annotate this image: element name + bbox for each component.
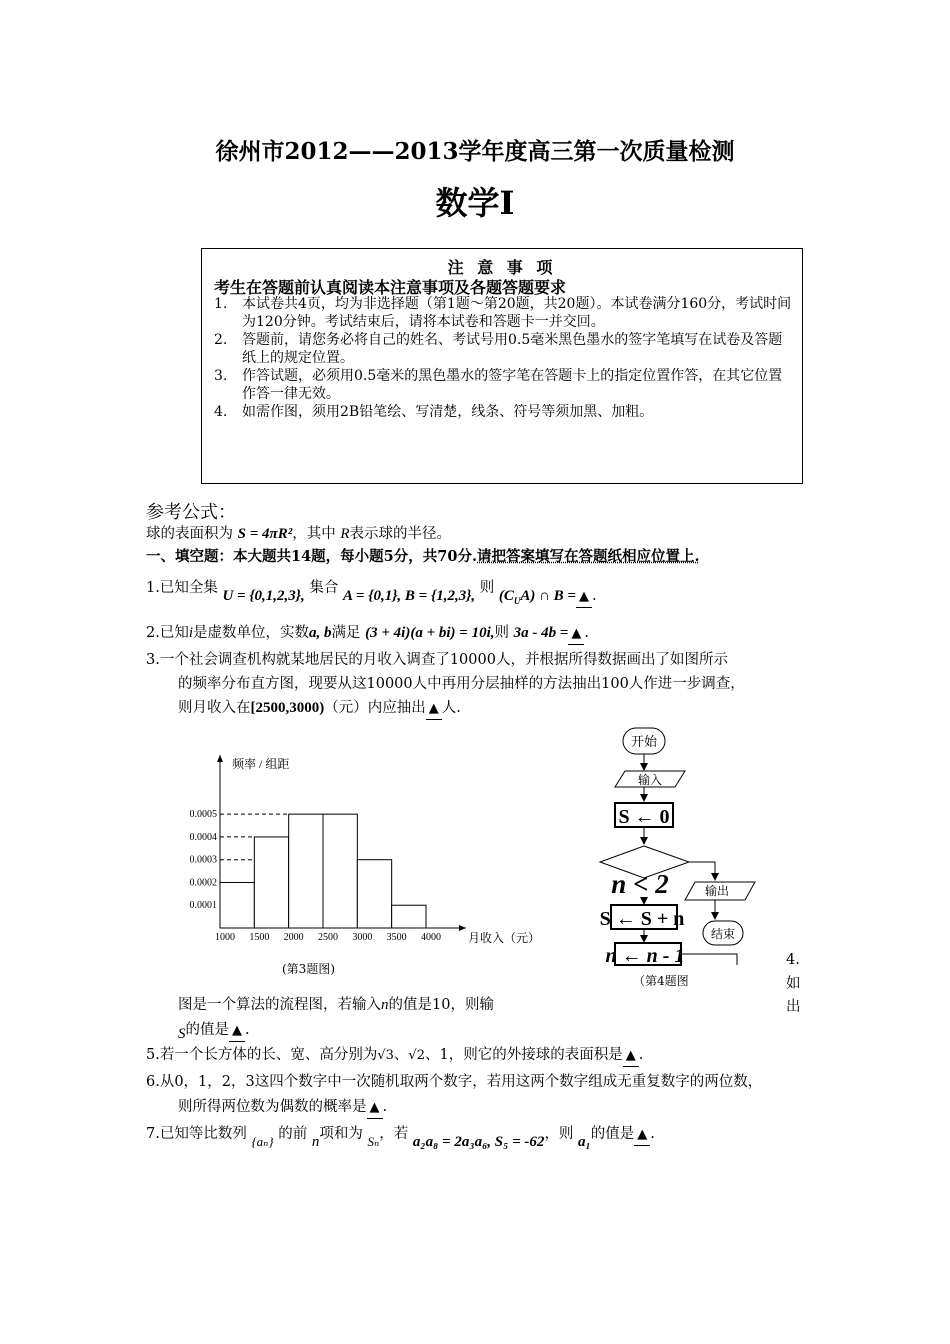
x-tick-label: 3500	[386, 932, 407, 943]
q7-end: .	[650, 1126, 655, 1142]
q3-text: 人.	[441, 700, 461, 716]
q4-text: 的值是	[185, 1022, 229, 1038]
q7-text: 的值是	[590, 1126, 635, 1142]
y-tick-label: 0.0002	[189, 877, 217, 889]
q2-text: 2.已知	[146, 625, 189, 641]
histogram-bar	[392, 905, 426, 928]
x-tick-label: 1000	[215, 932, 235, 943]
answer-blank[interactable]: ▲	[576, 587, 592, 608]
histogram-bar	[289, 814, 323, 928]
question-4-line-2	[178, 1020, 250, 1042]
notice-title: 注 意 事 项	[447, 258, 557, 277]
q4-var-n: n	[381, 997, 389, 1013]
q2-text: 则	[494, 625, 509, 641]
q5-text: 、1，则它的外接球的表面积是	[424, 1047, 623, 1063]
q4-fragment: 出	[786, 999, 801, 1015]
x-axis-arrow	[459, 925, 466, 931]
question-6-line-2	[178, 1097, 387, 1119]
q5-root3: √3	[377, 1048, 394, 1063]
q2-text: 是虚数单位，实数	[193, 625, 310, 641]
subject-title: 数学Ⅰ	[435, 184, 515, 222]
reference-text: 表示球的半径。	[349, 526, 451, 542]
answer-blank[interactable]: ▲	[568, 624, 584, 645]
question-6-line-1: 6.从0，1，2，3这四个数字中一次随机取两个数字，若用这两个数字组成无重复数字的两位数，	[146, 1074, 763, 1090]
y-tick-label: 0.0005	[189, 809, 217, 821]
y-tick-label: 0.0003	[189, 854, 217, 866]
histogram-bar	[220, 882, 254, 928]
answer-blank[interactable]: ▲	[623, 1046, 639, 1067]
notice-item-number: 1.	[214, 296, 228, 312]
notice-item-text: 作答试题，必须用0.5毫米的黑色墨水的签字笔在答题卡上的指定位置作答，在其它位置作答一律无效。	[242, 368, 783, 402]
q2-text: 满足	[331, 625, 361, 641]
flow-output-label: 输出	[704, 884, 730, 898]
q5-text: 、	[393, 1047, 409, 1063]
reference-header: 参考公式：	[146, 502, 236, 523]
q1-subscript: U	[513, 596, 521, 606]
histogram-bar	[323, 814, 357, 928]
q7-sequence: {aₙ}	[251, 1134, 274, 1149]
q7-sum: Sₙ	[367, 1134, 380, 1149]
q1-expr: A) ∩ B =	[520, 588, 576, 604]
question-4-line-1	[178, 995, 494, 1015]
q5-end: .	[638, 1047, 644, 1063]
q4-text: 图是一个算法的流程图，若输入	[178, 997, 381, 1013]
q7-text: 7.已知等比数列	[146, 1126, 247, 1142]
q7-text: 项和为	[319, 1126, 363, 1142]
question-5	[146, 1045, 643, 1067]
q6-text: 则所得两位数为偶数的概率是	[178, 1099, 367, 1115]
reference-text: ，其中	[292, 526, 336, 542]
flow-loop-line	[681, 954, 737, 965]
histogram-bar	[254, 837, 288, 928]
answer-blank[interactable]: ▲	[367, 1098, 383, 1119]
section-heading-emphasis: 请把答案填写在答题纸相应位置上.	[477, 548, 700, 565]
question-1	[146, 578, 597, 606]
notice-item	[214, 331, 794, 367]
flowchart-figure	[595, 725, 785, 975]
q3-interval: [2500,3000)	[250, 700, 325, 716]
y-tick-label: 0.0001	[189, 900, 217, 912]
notice-intro: 考生在答题前认真阅读本注意事项及各题答题要求	[214, 278, 567, 297]
q1-end: .	[591, 588, 597, 604]
y-axis-label: 频率 / 组距	[232, 757, 290, 771]
x-tick-label: 3000	[352, 932, 373, 943]
answer-blank[interactable]: ▲	[634, 1125, 650, 1146]
exam-title: 徐州市2012——2013学年度高三第一次质量检测	[215, 138, 735, 165]
q4-number: 4.	[786, 952, 800, 968]
flow-init-label: S ← 0	[618, 806, 670, 828]
flow-step1-label: S ← S + n	[599, 908, 685, 930]
x-tick-label: 2500	[318, 932, 338, 943]
answer-blank[interactable]: ▲	[229, 1021, 245, 1042]
notice-box	[201, 248, 803, 484]
x-tick-label: 2000	[283, 932, 304, 943]
q1-sets: A = {0,1}, B = {1,2,3},	[343, 588, 476, 604]
section-heading	[146, 547, 700, 567]
notice-item	[214, 295, 794, 331]
q4-end: .	[245, 1022, 250, 1038]
y-axis-arrow	[217, 755, 223, 762]
flow-input-label: 输入	[637, 773, 663, 787]
q1-text: 则	[479, 580, 495, 596]
q7-text: 的前	[278, 1126, 308, 1142]
notice-item-number: 4.	[214, 404, 228, 420]
question-3-line-2: 的频率分布直方图，现要从这10000人中再用分层抽样的方法抽出100人作进一步调查，	[178, 676, 745, 692]
q1-universal-set: U = {0,1,2,3},	[222, 588, 305, 604]
reference-text: 球的表面积为	[146, 526, 233, 542]
q1-text: 集合	[309, 580, 339, 596]
q2-vars: a, b	[309, 625, 332, 641]
figure-4-caption: （第4题图	[633, 974, 689, 988]
q1-expr: (C	[498, 588, 514, 604]
figure-3-caption: (第3题图)	[282, 962, 335, 976]
q7-var-n: n	[311, 1134, 320, 1150]
q6-end: .	[382, 1099, 388, 1115]
reference-line	[146, 524, 451, 544]
section-heading-text: 一、填空题：本大题共14题，每小题5分，共70分.	[146, 548, 477, 565]
q7-a1: a₁	[578, 1134, 591, 1150]
question-3-line-3	[178, 698, 461, 720]
q5-root2: √2	[408, 1048, 425, 1063]
histogram-marks	[190, 755, 541, 945]
flow-start-label: 开始	[630, 734, 658, 749]
q1-text: 1.已知全集	[146, 580, 218, 596]
q7-text: ，则	[544, 1126, 574, 1142]
q2-expression: 3a - 4b =	[513, 625, 569, 641]
question-3-line-1: 3.一个社会调查机构就某地居民的月收入调查了10000人，并根据所得数据画出了如图所示	[146, 652, 728, 668]
histogram-bar	[357, 860, 391, 928]
flow-decision-label: n < 2	[611, 869, 669, 899]
notice-item-number: 3.	[214, 368, 228, 384]
x-tick-label: 1500	[249, 932, 270, 943]
q3-text: （元）内应抽出	[324, 700, 426, 716]
q2-equation: (3 + 4i)(a + bi) = 10i,	[365, 625, 495, 641]
flow-arrow	[689, 862, 715, 879]
y-tick-label: 0.0004	[189, 831, 217, 843]
answer-blank[interactable]: ▲	[426, 699, 442, 720]
flow-end-label: 结束	[710, 927, 736, 941]
q4-var-s: S	[178, 1026, 186, 1042]
q3-text: 则月收入在	[178, 700, 251, 716]
flow-step2-label: n ← n - 1	[605, 945, 685, 967]
q2-imag-unit: i	[188, 625, 194, 641]
notice-item	[214, 403, 794, 421]
notice-item-text: 答题前，请您务必将自己的姓名、考试号用0.5毫米黑色墨水的签字笔填写在试卷及答题纸上的规定位置。	[242, 332, 783, 366]
notice-item-text: 本试卷共4页，均为非选择题（第1题～第20题，共20题）。本试卷满分160分，考试时间为120分钟。考试结束后，请将本试卷和答题卡一并交回。	[242, 296, 792, 330]
histogram-figure	[170, 757, 550, 980]
sphere-area-formula: S = 4πR²	[237, 526, 293, 542]
question-7	[146, 1124, 655, 1150]
notice-item-number: 2.	[214, 332, 228, 348]
radius-variable: R	[340, 526, 350, 542]
x-axis-label: 月收入（元）	[468, 931, 541, 945]
x-tick-label: 4000	[421, 932, 441, 943]
q7-text: ，若	[379, 1126, 409, 1142]
notice-item	[214, 367, 794, 403]
q7-condition: a₂a₈ = 2a₃a₆, S₅ = -62	[412, 1134, 545, 1150]
q4-fragment: 如	[786, 976, 801, 992]
notice-item-text: 如需作图，须用2B铅笔绘、写清楚，线条、符号等须加黑、加粗。	[242, 404, 654, 420]
question-2	[146, 623, 589, 645]
q2-end: .	[584, 625, 590, 641]
q4-text: 的值是10，则输	[388, 997, 494, 1013]
q5-text: 5.若一个长方体的长、宽、高分别为	[146, 1047, 378, 1063]
